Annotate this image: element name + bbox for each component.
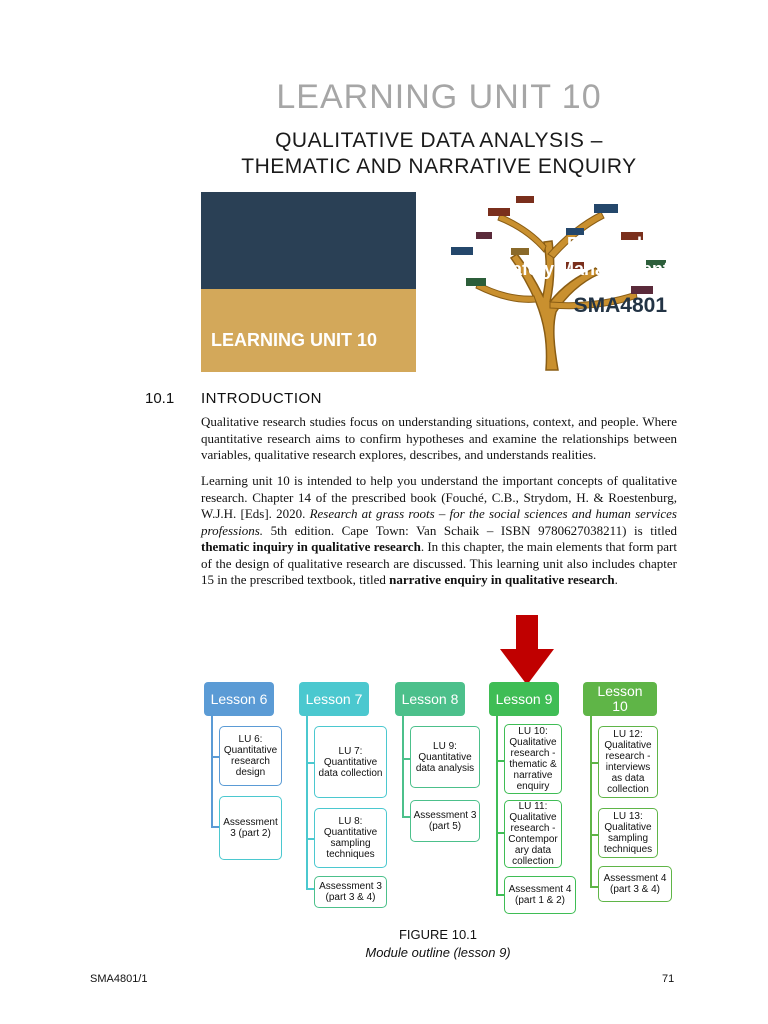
connector-line bbox=[590, 834, 598, 836]
connector-line bbox=[496, 760, 504, 762]
connector-line bbox=[211, 756, 219, 758]
connector-line bbox=[211, 826, 219, 828]
banner-title-line-1: Research in bbox=[566, 234, 669, 254]
book-tree-image bbox=[416, 192, 677, 372]
course-banner bbox=[201, 192, 677, 372]
connector-line bbox=[590, 762, 598, 764]
red-down-arrow-icon bbox=[500, 615, 554, 685]
lesson-9-item: LU 11: Qualitative research - Contempor ary data collection bbox=[504, 800, 562, 868]
intro-paragraph-2: Learning unit 10 is intended to help you understand the important concepts of qualitative research. Chapter 14 of the prescribed book (Fouché, C.B., Strydom, H. & Roestenburg, W.J.H. [Eds]. 2020. Research at grass roots – for the social sciences and human services professions. 5th edition. Cape Town: Van Schaik – ISBN 9780627038211) is titled thematic inquiry in qualitative research. In this chapter, the main elements that form part of the design of qualitative research are discussed. This learning unit also includes chapter 15 in the prescribed textbook, titled narrative enquiry in qualitative research. bbox=[201, 473, 677, 587]
lesson-8-header: Lesson 8 bbox=[395, 682, 465, 716]
lesson-10-item: Assessment 4 (part 3 & 4) bbox=[598, 866, 672, 902]
footer-module-code: SMA4801/1 bbox=[90, 973, 148, 985]
connector-line bbox=[306, 888, 314, 890]
lesson-9-item: LU 10: Qualitative research - thematic & narrative enquiry bbox=[504, 724, 562, 794]
figure-number: FIGURE 10.1 bbox=[398, 927, 478, 942]
banner-learning-unit: LEARNING UNIT 10 bbox=[211, 330, 378, 350]
lesson-9-item: Assessment 4 (part 1 & 2) bbox=[504, 876, 576, 914]
connector-line bbox=[590, 716, 592, 888]
lesson-7-item: Assessment 3 (part 3 & 4) bbox=[314, 876, 387, 908]
connector-line bbox=[590, 886, 598, 888]
connector-line bbox=[402, 816, 410, 818]
unit-title: LEARNING UNIT 10 bbox=[276, 78, 602, 116]
banner-course-code: SMA4801 bbox=[573, 294, 667, 317]
section-title: INTRODUCTION bbox=[201, 390, 322, 407]
lesson-10-header: Lesson 10 bbox=[583, 682, 657, 716]
lesson-6-item: LU 6: Quantitative research design bbox=[219, 726, 282, 786]
connector-line bbox=[496, 716, 498, 896]
lesson-8-item: LU 9: Quantitative data analysis bbox=[410, 726, 480, 788]
lesson-7-item: LU 7: Quantitative data collection bbox=[314, 726, 387, 798]
connector-line bbox=[402, 716, 404, 818]
banner-title-line-2: Safety Management bbox=[499, 259, 669, 279]
connector-line bbox=[211, 716, 213, 828]
book-tree-icon bbox=[416, 192, 677, 372]
lesson-7-header: Lesson 7 bbox=[299, 682, 369, 716]
connector-line bbox=[496, 832, 504, 834]
connector-line bbox=[306, 838, 314, 840]
connector-line bbox=[306, 716, 308, 890]
page-number: 71 bbox=[662, 973, 675, 985]
lesson-10-item: LU 12: Qualitative research - interviews as data collection bbox=[598, 726, 658, 798]
lesson-7-item: LU 8: Quantitative sampling techniques bbox=[314, 808, 387, 868]
connector-line bbox=[496, 894, 504, 896]
lesson-6-item: Assessment 3 (part 2) bbox=[219, 796, 282, 860]
unit-subtitle bbox=[195, 128, 683, 180]
figure-caption: Module outline (lesson 9) bbox=[365, 945, 511, 960]
intro-paragraph-1: Qualitative research studies focus on understanding situations, context, and people. Where quantitative research aims to confirm hypotheses and examine the relationships between variables, qualitative research explores, describes, and understands realities. bbox=[201, 414, 677, 462]
lesson-6-header: Lesson 6 bbox=[204, 682, 274, 716]
lesson-9-header: Lesson 9 bbox=[489, 682, 559, 716]
connector-line bbox=[306, 762, 314, 764]
lesson-10-item: LU 13: Qualitative sampling techniques bbox=[598, 808, 658, 858]
subtitle-line-1: QUALITATIVE DATA ANALYSIS – bbox=[275, 129, 603, 152]
banner-dark-panel bbox=[201, 192, 416, 289]
lesson-8-item: Assessment 3 (part 5) bbox=[410, 800, 480, 842]
connector-line bbox=[402, 758, 410, 760]
subtitle-line-2: THEMATIC AND NARRATIVE ENQUIRY bbox=[241, 155, 637, 178]
section-number: 10.1 bbox=[145, 390, 175, 407]
